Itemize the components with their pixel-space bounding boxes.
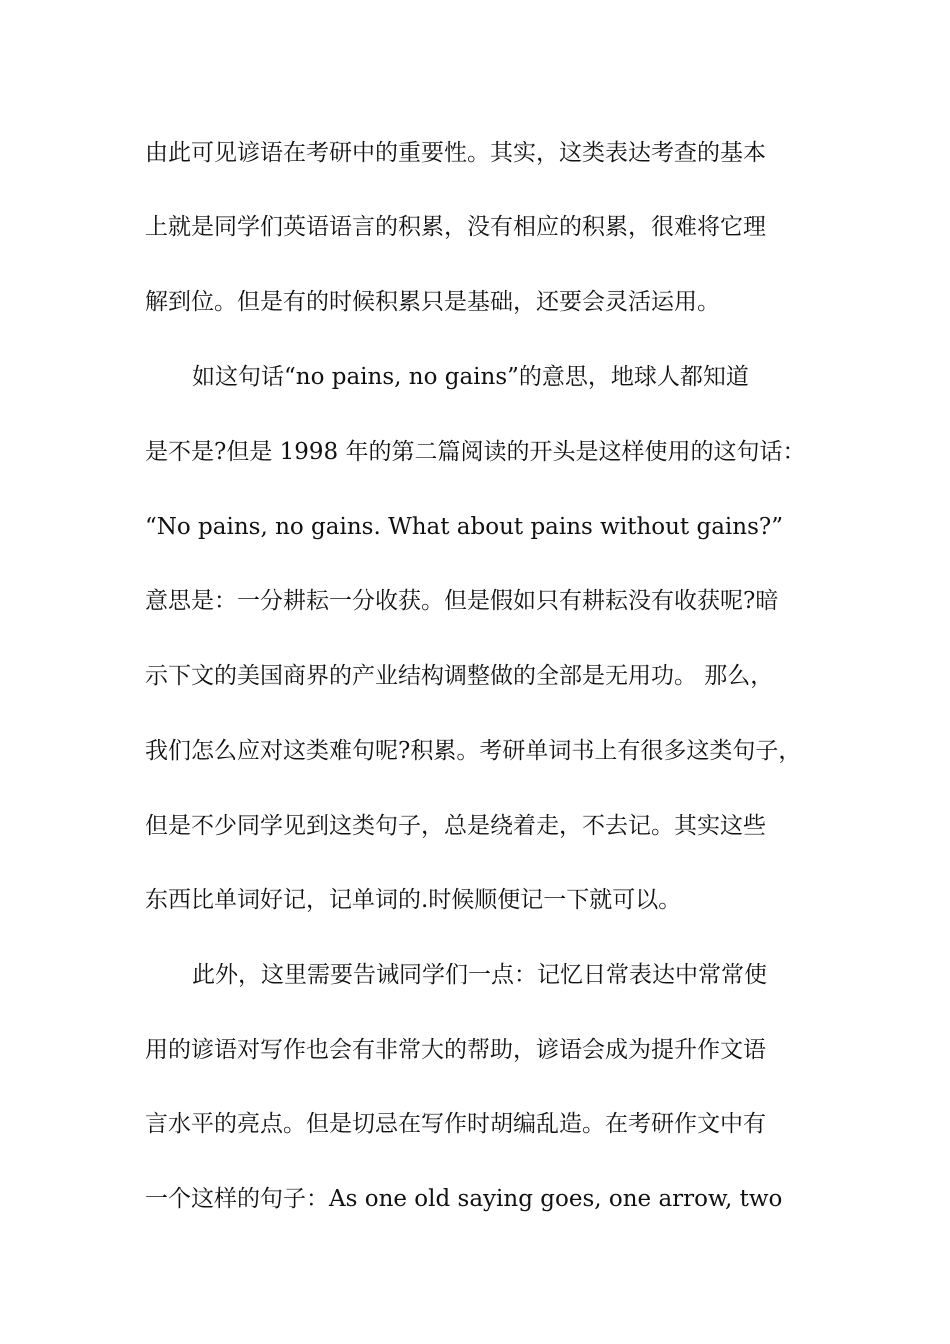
text-line: 是不是?但是 1998 年的第二篇阅读的开头是这样使用的这句话： bbox=[145, 439, 806, 465]
text-line: 解到位。但是有的时候积累只是基础，还要会灵活运用。 bbox=[145, 289, 720, 315]
text-line: 意思是：一分耕耘一分收获。但是假如只有耕耘没有收获呢?暗 bbox=[145, 588, 779, 614]
text-line: 上就是同学们英语语言的积累，没有相应的积累，很难将它理 bbox=[145, 214, 766, 240]
text-line: 一个这样的句子：As one old saying goes, one arrow, two bbox=[145, 1186, 783, 1212]
text-line: 但是不少同学见到这类句子，总是绕着走，不去记。其实这些 bbox=[145, 813, 766, 839]
text-line: 言水平的亮点。但是切忌在写作时胡编乱造。在考研作文中有 bbox=[145, 1111, 766, 1137]
text-line: 示下文的美国商界的产业结构调整做的全部是无用功。 那么， bbox=[145, 663, 774, 689]
text-line: “No pains, no gains. What about pains without gains?” bbox=[145, 514, 783, 540]
text-line: 用的谚语对写作也会有非常大的帮助，谚语会成为提升作文语 bbox=[145, 1037, 766, 1063]
text-line: 如这句话“no pains, no gains”的意思，地球人都知道 bbox=[192, 364, 749, 390]
text-line: 由此可见谚语在考研中的重要性。其实，这类表达考查的基本 bbox=[145, 140, 766, 166]
text-line: 我们怎么应对这类难句呢?积累。考研单词书上有很多这类句子， bbox=[145, 738, 802, 764]
text-line: 此外，这里需要告诫同学们一点：记忆日常表达中常常使 bbox=[192, 962, 767, 988]
text-line: 东西比单词好记，记单词的.时候顺便记一下就可以。 bbox=[145, 887, 682, 913]
